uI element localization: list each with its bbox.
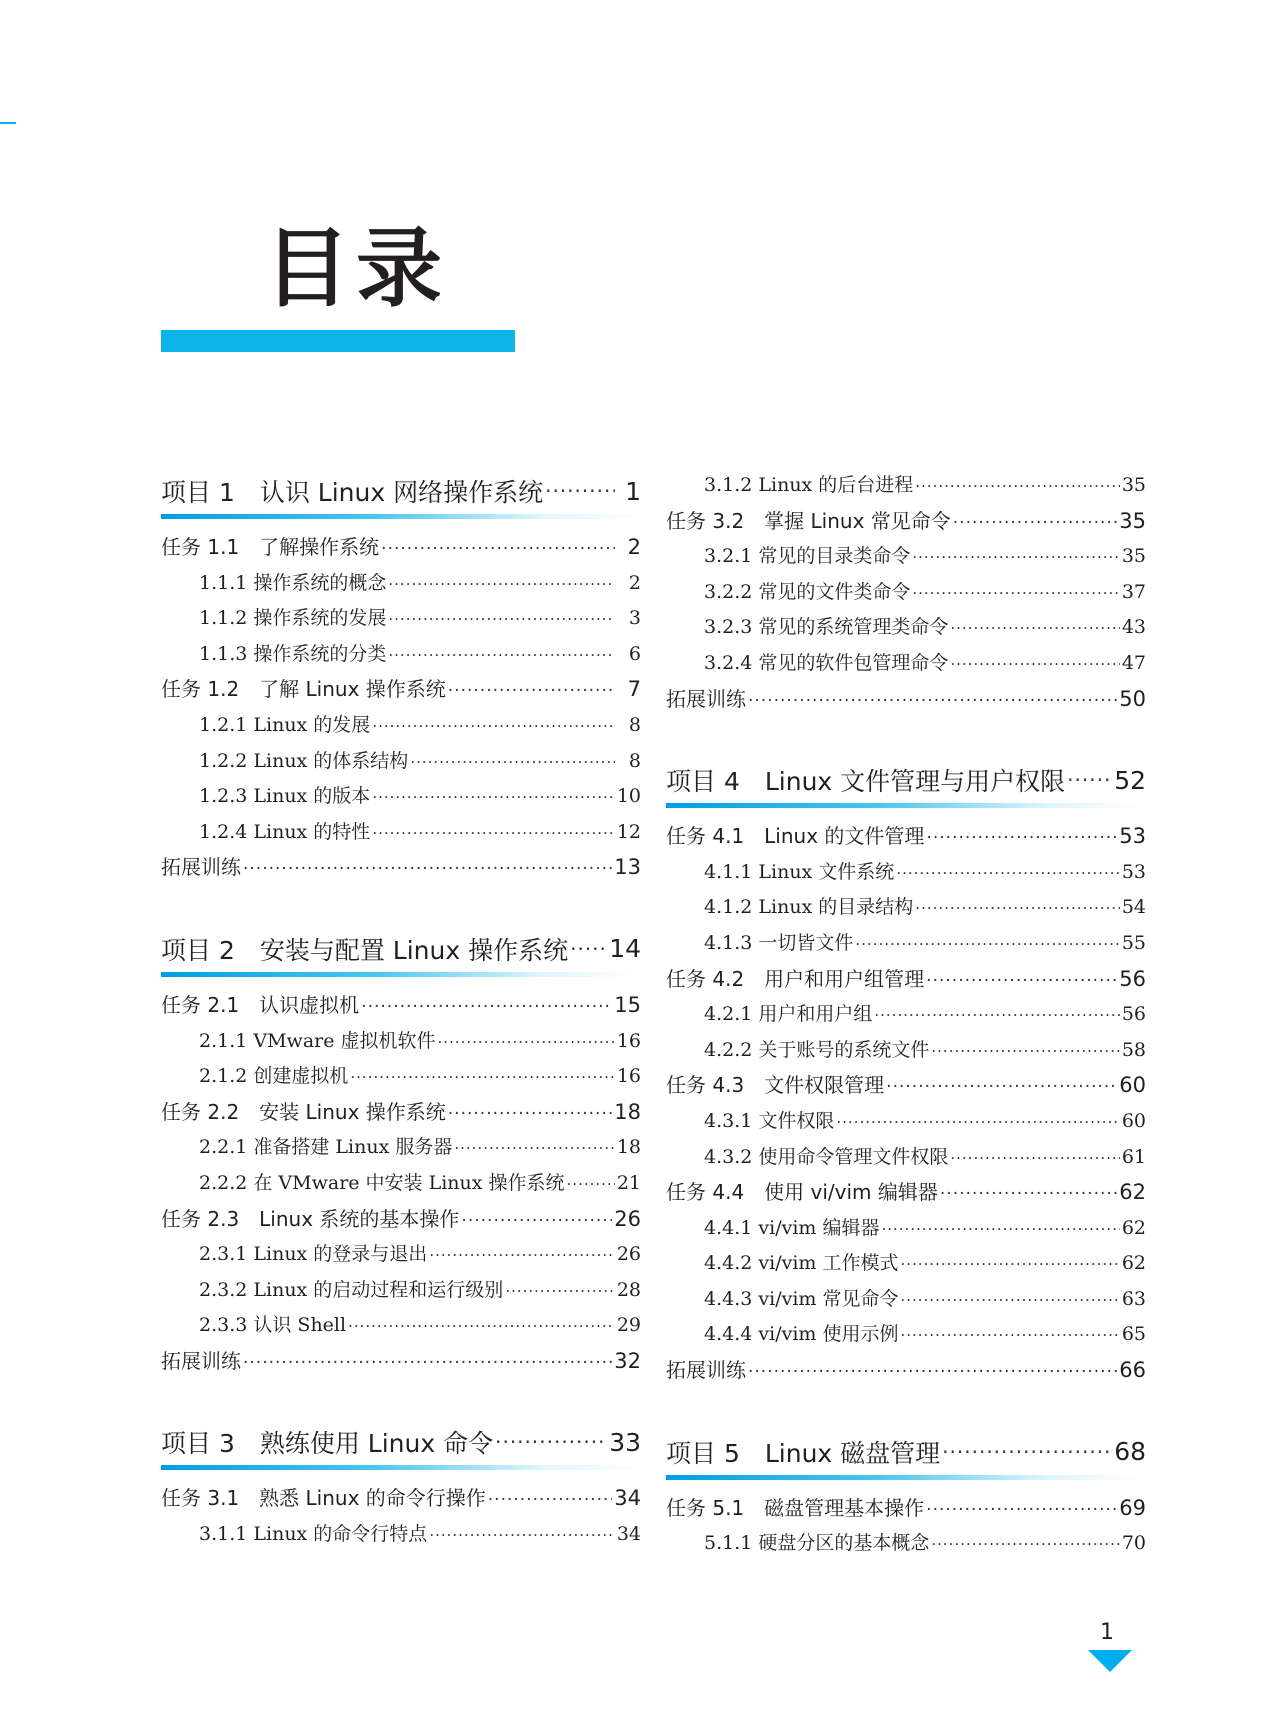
toc-entry-page: 1 [625,476,641,506]
toc-entry-page: 33 [609,1427,641,1457]
dot-leader [243,852,612,888]
toc-entry-label: 3.2.3 常见的系统管理类命令 [704,616,949,639]
dot-leader [243,1346,612,1382]
toc-entry-page: 16 [616,1029,641,1052]
dot-leader [912,540,1119,576]
toc-entry-page: 16 [616,1065,641,1088]
toc-entry-sub[interactable] [161,1237,641,1273]
toc-entry-label: 任务 1.1 了解操作系统 [161,535,380,559]
toc-entry-sub[interactable] [161,744,641,780]
toc-entry-page: 60 [1121,1109,1146,1132]
toc-entry-label: 3.2.1 常见的目录类命令 [704,545,911,568]
toc-entry-page: 26 [616,1243,641,1266]
toc-entry-label: 1.2.3 Linux 的版本 [199,785,371,808]
toc-entry-sub[interactable] [161,1166,641,1202]
dot-leader [388,567,615,603]
toc-entry-page: 68 [1114,1437,1146,1467]
toc-entry-page: 35 [1121,545,1146,568]
toc-entry-page: 61 [1121,1145,1146,1168]
toc-entry-label: 项目 3 熟练使用 Linux 命令 [161,1429,494,1459]
toc-entry-sub[interactable] [161,1308,641,1344]
toc-entry-label: 4.4.4 vi/vim 使用示例 [704,1323,899,1346]
dot-leader [1067,768,1112,792]
toc-entry-page: 3 [628,607,641,630]
toc-entry-page: 66 [1119,1358,1146,1383]
toc-entry-page: 35 [1121,474,1146,496]
toc-entry-label: 项目 2 安装与配置 Linux 操作系统 [161,935,569,965]
dot-leader [915,891,1120,927]
toc-entry-sub[interactable] [161,779,641,815]
toc-entry-label: 1.1.1 操作系统的概念 [199,571,387,594]
toc-entry-sub[interactable] [666,1282,1146,1318]
toc-entry-task[interactable] [666,962,1146,998]
toc-entry-label: 1.1.2 操作系统的发展 [199,607,387,630]
toc-entry-page: 60 [1119,1073,1146,1098]
toc-entry-sub[interactable] [161,1024,641,1060]
section-gap [666,1389,1146,1429]
toc-entry-page: 50 [1119,686,1146,711]
toc-entry-sub[interactable] [666,646,1146,682]
toc-entry-label: 任务 4.2 用户和用户组管理 [666,966,925,991]
toc-entry-project[interactable] [161,468,641,514]
toc-entry-page: 35 [1119,508,1146,533]
dot-leader [926,964,1117,1000]
toc-entry-page: 8 [628,713,641,736]
toc-left-column [161,468,641,1553]
toc-entry-label: 任务 4.1 Linux 的文件管理 [666,824,925,849]
toc-entry-label: 任务 5.1 磁盘管理基本操作 [666,1495,925,1520]
toc-entry-label: 拓展训练 [666,1358,746,1383]
dot-leader [950,611,1119,647]
toc-entry-label: 项目 5 Linux 磁盘管理 [666,1438,941,1468]
dot-leader [372,780,615,816]
toc-entry-task[interactable] [666,682,1146,718]
dot-leader [348,1309,615,1345]
dot-leader [438,1025,615,1061]
dot-leader [896,856,1120,892]
toc-entry-label: 拓展训练 [161,855,241,880]
dot-leader [461,1204,612,1240]
toc-entry-project[interactable] [161,1419,641,1465]
dot-leader [570,937,607,961]
dot-leader [940,1177,1117,1213]
dot-leader [748,684,1117,720]
toc-entry-label: 项目 1 认识 Linux 网络操作系统 [161,478,544,507]
toc-entry-page: 2 [627,535,641,559]
toc-entry-sub[interactable] [161,815,641,851]
dot-leader [950,1141,1119,1177]
toc-entry-label: 2.1.1 VMware 虚拟机软件 [199,1029,436,1052]
toc-entry-sub[interactable] [666,997,1146,1033]
toc-entry-page: 10 [616,785,641,808]
toc-entry-sub[interactable] [666,539,1146,575]
toc-entry-label: 4.1.1 Linux 文件系统 [704,860,895,883]
toc-entry-page: 43 [1121,616,1146,639]
toc-entry-label: 4.1.2 Linux 的目录结构 [704,896,914,919]
toc-entry-sub[interactable] [666,1526,1146,1562]
toc-entry-project[interactable] [161,926,641,972]
page-arrow-icon [1088,1650,1132,1672]
toc-entry-page: 13 [614,855,641,880]
toc-entry-label: 1.2.1 Linux 的发展 [199,713,371,736]
toc-entry-task[interactable] [666,504,1146,540]
dot-leader [874,998,1119,1034]
toc-entry-page: 62 [1121,1216,1146,1239]
dot-leader [836,1105,1119,1141]
toc-entry-label: 4.2.1 用户和用户组 [704,1003,873,1026]
dot-leader [448,674,615,710]
dot-leader [454,1131,614,1167]
toc-entry-page: 8 [628,749,641,772]
toc-entry-task[interactable] [666,1353,1146,1389]
toc-entry-page: 52 [1114,765,1146,795]
toc-entry-sub[interactable] [161,566,641,602]
dot-leader [361,990,612,1026]
toc-entry-label: 3.2.2 常见的文件类命令 [704,580,911,603]
toc-entry-sub[interactable] [161,637,641,673]
toc-entry-page: 62 [1119,1180,1146,1205]
toc-entry-sub[interactable] [666,468,1146,504]
toc-entry-label: 4.4.3 vi/vim 常见命令 [704,1287,899,1310]
toc-entry-sub[interactable] [666,1246,1146,1282]
toc-entry-task[interactable] [161,672,641,708]
dot-leader [488,1483,613,1519]
toc-entry-label: 4.4.2 vi/vim 工作模式 [704,1252,899,1275]
toc-entry-page: 65 [1121,1323,1146,1346]
toc-entry-label: 4.1.3 一切皆文件 [704,931,854,954]
toc-entry-sub[interactable] [666,610,1146,646]
toc-entry-label: 拓展训练 [161,1348,241,1373]
dot-leader [381,532,615,568]
toc-entry-page: 62 [1121,1252,1146,1275]
dot-leader [881,1212,1119,1248]
toc-entry-label: 任务 4.4 使用 vi/vim 编辑器 [666,1180,938,1205]
toc-entry-page: 54 [1121,896,1146,919]
toc-entry-task[interactable] [161,850,641,886]
dot-leader [748,1355,1117,1391]
toc-entry-label: 任务 4.3 文件权限管理 [666,1073,885,1098]
toc-entry-page: 29 [616,1314,641,1337]
toc-entry-label: 5.1.1 硬盘分区的基本概念 [704,1532,930,1555]
toc-entry-label: 拓展训练 [666,686,746,711]
dot-leader [350,1060,614,1096]
dot-leader [410,745,615,781]
toc-entry-label: 任务 2.1 认识虚拟机 [161,992,360,1017]
toc-entry-label: 任务 1.2 了解 Linux 操作系统 [161,677,446,702]
section-gap [161,1379,641,1419]
corner-crop-mark [0,122,16,124]
toc-entry-label: 项目 4 Linux 文件管理与用户权限 [666,767,1066,797]
toc-entry-label: 2.3.3 认识 Shell [199,1314,347,1337]
toc-entry-label: 1.2.2 Linux 的体系结构 [199,749,409,772]
toc-entry-sub[interactable] [666,1033,1146,1069]
toc-entry-label: 任务 2.2 安装 Linux 操作系统 [161,1099,446,1124]
toc-entry-task[interactable] [161,1481,641,1517]
toc-entry-sub[interactable] [666,890,1146,926]
dot-leader [429,1238,615,1274]
dot-leader [495,1430,607,1454]
toc-entry-sub[interactable] [161,1517,641,1553]
toc-entry-task[interactable] [161,1344,641,1380]
toc-entry-task[interactable] [666,1175,1146,1211]
dot-leader [545,479,615,503]
toc-entry-page: 58 [1121,1038,1146,1061]
toc-entry-page: 34 [614,1486,641,1511]
dot-leader [372,816,615,852]
toc-entry-sub[interactable] [161,1130,641,1166]
dot-leader [372,709,615,745]
toc-entry-label: 2.3.1 Linux 的登录与退出 [199,1243,428,1266]
toc-entry-label: 3.1.2 Linux 的后台进程 [704,474,914,496]
toc-entry-page: 53 [1121,860,1146,883]
toc-right-column [666,468,1146,1562]
toc-entry-page: 14 [609,934,641,964]
toc-entry-page: 26 [614,1206,641,1231]
toc-entry-page: 34 [616,1523,641,1546]
toc-entry-task[interactable] [666,1068,1146,1104]
toc-entry-label: 2.3.2 Linux 的启动过程和运行级别 [199,1278,504,1301]
toc-entry-page: 18 [616,1136,641,1159]
toc-entry-task[interactable] [666,819,1146,855]
toc-entry-page: 32 [614,1348,641,1373]
toc-entry-sub[interactable] [666,1104,1146,1140]
section-gap [666,717,1146,757]
dot-leader [855,927,1119,963]
toc-entry-sub[interactable] [161,1273,641,1309]
dot-leader [915,469,1120,505]
toc-entry-label: 4.2.2 关于账号的系统文件 [704,1038,930,1061]
section-gap [161,886,641,926]
toc-entry-label: 2.2.1 准备搭建 Linux 服务器 [199,1136,453,1159]
toc-entry-page: 56 [1121,1003,1146,1026]
dot-leader [886,1070,1117,1106]
dot-leader [388,602,615,638]
toc-entry-label: 4.3.2 使用命令管理文件权限 [704,1145,949,1168]
toc-entry-page: 12 [616,820,641,843]
toc-entry-page: 47 [1121,651,1146,674]
toc-entry-label: 1.1.3 操作系统的分类 [199,642,387,665]
toc-entry-label: 4.3.1 文件权限 [704,1109,835,1132]
dot-leader [448,1097,613,1133]
toc-entry-task[interactable] [161,530,641,566]
dot-leader [953,506,1118,542]
toc-entry-sub[interactable] [666,1317,1146,1353]
toc-entry-project[interactable] [666,1429,1146,1475]
toc-entry-label: 任务 3.2 掌握 Linux 常见命令 [666,508,951,533]
toc-entry-sub[interactable] [161,708,641,744]
toc-entry-sub[interactable] [666,1211,1146,1247]
title-underline-bar [161,330,515,352]
dot-leader [900,1318,1119,1354]
toc-entry-task[interactable] [161,1202,641,1238]
toc-entry-page: 15 [614,992,641,1017]
toc-entry-page: 70 [1121,1532,1146,1555]
toc-entry-task[interactable] [666,1491,1146,1527]
toc-entry-sub[interactable] [161,601,641,637]
toc-entry-task[interactable] [161,988,641,1024]
dot-leader [505,1274,615,1310]
dot-leader [926,821,1117,857]
toc-entry-page: 2 [628,571,641,594]
toc-entry-sub[interactable] [666,1140,1146,1176]
page-number: 1 [1100,1620,1114,1645]
toc-entry-label: 4.4.1 vi/vim 编辑器 [704,1216,880,1239]
toc-entry-label: 任务 3.1 熟悉 Linux 的命令行操作 [161,1486,486,1511]
toc-entry-page: 18 [614,1099,641,1124]
toc-entry-page: 56 [1119,966,1146,991]
toc-entry-page: 6 [628,642,641,665]
dot-leader [942,1440,1112,1464]
toc-entry-page: 69 [1119,1495,1146,1520]
toc-entry-label: 3.2.4 常见的软件包管理命令 [704,651,949,674]
toc-entry-page: 28 [616,1278,641,1301]
toc-entry-page: 21 [616,1171,641,1194]
dot-leader [900,1283,1119,1319]
dot-leader [900,1247,1119,1283]
toc-entry-task[interactable] [161,1095,641,1131]
dot-leader [567,1167,615,1203]
toc-entry-sub[interactable] [666,575,1146,611]
toc-entry-sub[interactable] [666,926,1146,962]
toc-entry-sub[interactable] [666,855,1146,891]
dot-leader [931,1034,1119,1070]
toc-entry-page: 55 [1121,931,1146,954]
dot-leader [912,576,1119,612]
dot-leader [950,647,1119,683]
toc-entry-page: 7 [627,677,641,702]
toc-entry-label: 2.2.2 在 VMware 中安装 Linux 操作系统 [199,1171,565,1194]
toc-entry-label: 任务 2.3 Linux 系统的基本操作 [161,1206,460,1231]
toc-entry-label: 3.1.1 Linux 的命令行特点 [199,1523,428,1546]
page-title: 目录 [264,219,448,319]
toc-entry-page: 37 [1121,580,1146,603]
toc-entry-project[interactable] [666,757,1146,803]
dot-leader [388,638,615,674]
toc-entry-sub[interactable] [161,1059,641,1095]
dot-leader [926,1493,1117,1529]
toc-entry-label: 1.2.4 Linux 的特性 [199,820,371,843]
toc-entry-label: 2.1.2 创建虚拟机 [199,1065,349,1088]
toc-entry-page: 53 [1119,824,1146,849]
dot-leader [429,1518,615,1554]
dot-leader [931,1527,1119,1563]
toc-entry-page: 63 [1121,1287,1146,1310]
